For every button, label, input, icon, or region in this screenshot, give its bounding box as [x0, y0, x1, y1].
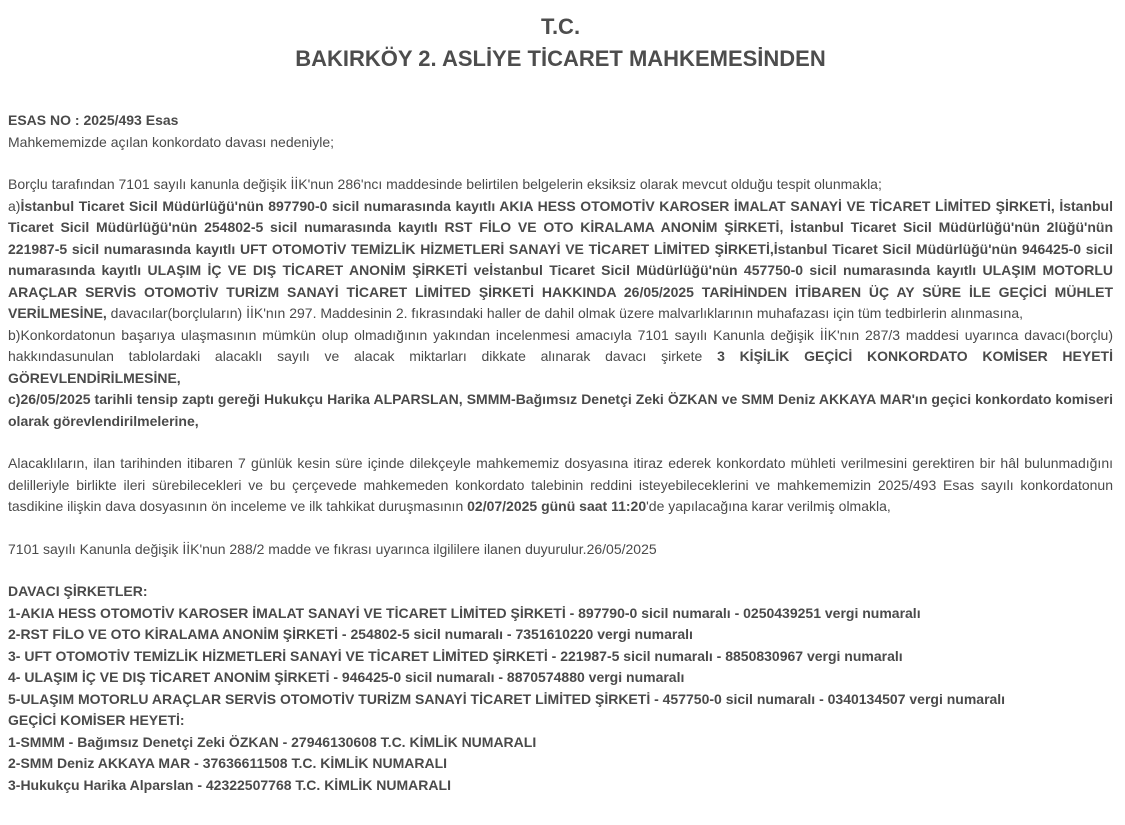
header-line-tc: T.C.: [540, 14, 581, 39]
clause-a: [8, 196, 1113, 325]
commission-member: 3-Hukukçu Harika Alparslan - 42322507768 T.C. KİMLİK NUMARALI: [8, 776, 451, 793]
clause-c: c)26/05/2025 tarihli tensip zaptı gereği Hukukçu Harika ALPARSLAN, SMMM-Bağımsız Denetçi Zeki ÖZKAN ve SMM Deniz AKKAYA MAR'ın geçici konkordato komiseri olarak görevlendirilmelerine,: [8, 391, 1113, 429]
clause-b-text: b)Konkordatonun başarıya ulaşmasının mümkün olup olmadığının yakından incelenmesi amacıyla 7101 sayılı Kanunla değişik İİK'nın 287/3 maddesi uyarınca davacı(borçlu) hakkındasunulan tablolardaki alacaklı sayılı ve alacak miktarları dikkate alınarak davacı şirkete: [8, 326, 1113, 364]
commission-member: 1-SMMM - Bağımsız Denetçi Zeki ÖZKAN - 27946130608 T.C. KİMLİK NUMARALI: [8, 733, 537, 750]
announcement-document: [8, 12, 1113, 796]
company-item: 4- ULAŞIM İÇ VE DIŞ TİCARET ANONİM ŞİRKETİ - 946425-0 sicil numaralı - 8870574880 vergi numaralı: [8, 669, 685, 685]
case-intro: Mahkememizde açılan konkordato davası nedeniyle;: [8, 133, 335, 150]
clause-b: [8, 325, 1113, 390]
paragraph-documents-complete: Borçlu tarafından 7101 sayılı kanunla değişik İİK'nun 286'ncı maddesinde belirtilen belgelerin eksiksiz olarak mevcut olduğu tespit olunmakla;: [8, 176, 882, 192]
clause-a-prefix: a): [8, 197, 21, 214]
paragraph-creditors: [8, 453, 1113, 518]
hearing-date: 02/07/2025 günü saat 11:20: [467, 498, 647, 514]
commission-member: 2-SMM Deniz AKKAYA MAR - 37636611508 T.C. KİMLİK NUMARALI: [8, 755, 448, 771]
case-number: ESAS NO : 2025/493 Esas: [8, 112, 179, 128]
company-item: 3- UFT OTOMOTİV TEMİZLİK HİZMETLERİ SANAYİ VE TİCARET LİMİTED ŞİRKETİ - 221987-5 sicil numaralı - 8850830967 vergi numaralı: [8, 647, 903, 664]
clause-b-bold: 3 KİŞİLİK GEÇİCİ KONKORDATO KOMİSER HEYETİ GÖREVLENDİRİLMESİNE,: [8, 348, 1113, 386]
creditors-rest: 'de yapılacağına karar verilmiş olmakla,: [646, 498, 891, 514]
creditors-text: Alacaklıların, ilan tarihinden itibaren 7 günlük kesin süre içinde dilekçeyle mahkememiz dosyasına itiraz ederek konkordato mühleti verilmesini gerektiren bir hâl bulunmadığını delilleriyle birlikte ileri sürebilecekleri ve bu çerçevede mahkemeden konkordato talebinin reddini isteyebileceklerini ve mahkememizin 2025/493 Esas sayılı konkordatonun tasdikine ilişkin dava dosyasının ön inceleme ve ilk tahkikat duruşmasının: [8, 455, 1113, 514]
company-item: 5-ULAŞIM MOTORLU ARAÇLAR SERVİS OTOMOTİV TURİZM SANAYİ TİCARET LİMİTED ŞİRKETİ - 457750-0 sicil numaralı - 0340134507 vergi numaralı: [8, 690, 1006, 707]
commission-heading: GEÇİCİ KOMİSER HEYETİ:: [8, 712, 185, 728]
companies-heading: DAVACI ŞİRKETLER:: [8, 583, 148, 599]
clause-a-bold: İstanbul Ticaret Sicil Müdürlüğü'nün 897790-0 sicil numarasında kayıtlı AKIA HESS OTOMOTİV KAROSER İMALAT SANAYİ VE TİCARET LİMİTED ŞİRKETİ, İstanbul Ticaret Sicil Müdürlüğü'nün 254802-5 sicil numarasında kayıtlı RST FİLO VE OTO KİRALAMA ANONİM ŞİRKETİ, İstanbul Ticaret Sicil Müdürlüğü'nün 2lüğü'nün 221987-5 sicil numarasında kayıtlı UFT OTOMOTİV TEMİZLİK HİZMETLERİ SANAYİ VE TİCARET LİMİTED ŞİRKETİ,İstanbul Ticaret Sicil Müdürlüğü'nün 946425-0 sicil numarasında kayıtlı ULAŞIM İÇ VE DIŞ TİCARET ANONİM ŞİRKETİ veİstanbul Ticaret Sicil Müdürlüğü'nün 457750-0 sicil numarasında kayıtlı ULAŞIM MOTORLU ARAÇLAR SERVİS OTOMOTİV TURİZM SANAYİ TİCARET LİMİTED ŞİRKETİ HAKKINDA 26/05/2025 TARİHİNDEN İTİBAREN ÜÇ AY SÜRE İLE GEÇİCİ MÜHLET VERİLMESİNE,: [8, 197, 1113, 321]
court-title: BAKIRKÖY 2. ASLİYE TİCARET MAHKEMESİNDEN: [295, 46, 826, 71]
company-item: 2-RST FİLO VE OTO KİRALAMA ANONİM ŞİRKETİ - 254802-5 sicil numaralı - 7351610220 vergi numaralı: [8, 626, 693, 642]
clause-a-rest: davacılar(borçluların) İİK'nın 297. Maddesinin 2. fıkrasındaki haller de dahil olmak üzere malvarlıklarının muhafazası için tüm tedbirlerin alınmasına,: [106, 305, 1024, 321]
paragraph-announcement: 7101 sayılı Kanunla değişik İİK'nun 288/2 madde ve fıkrası uyarınca ilgililere ilanen duyurulur.26/05/2025: [8, 540, 657, 557]
company-item: 1-AKIA HESS OTOMOTİV KAROSER İMALAT SANAYİ VE TİCARET LİMİTED ŞİRKETİ - 897790-0 sicil numaralı - 0250439251 vergi numaralı: [8, 604, 921, 621]
